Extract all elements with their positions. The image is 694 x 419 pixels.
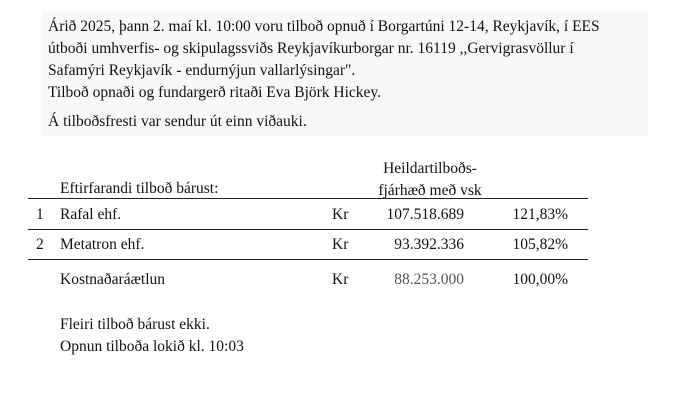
table-rule [28, 198, 588, 199]
bid-number: 2 [36, 236, 44, 253]
closing-line: Fleiri tilboð bárust ekki. [60, 316, 210, 333]
addendum-notice: Á tilboðsfresti var sendur út einn viðauki. [48, 113, 307, 130]
currency-label: Kr [332, 236, 349, 253]
table-row [28, 233, 588, 257]
intro-line: Tilboð opnaði og fundargerð ritaði Eva Björk Hickey. [48, 84, 382, 101]
intro-line: Safamýri Reykjavík - endurnýjun vallarlýsingar". [48, 62, 356, 79]
table-rule [28, 259, 588, 260]
bidder-name: Rafal ehf. [60, 206, 122, 223]
bid-amount: 107.518.689 [386, 206, 464, 223]
table-rule [28, 229, 588, 230]
intro-line: útboði umhverfis- og skipulagssviðs Reykjavíkurborgar nr. 16119 ,,Gervigrasvöllur í [48, 40, 574, 57]
amount-column-header [360, 158, 500, 202]
amount-header-line: Heildartilboðs- [383, 160, 477, 177]
bid-amount: 93.392.336 [394, 236, 464, 253]
table-row [28, 203, 588, 227]
bidder-name: Metatron ehf. [60, 236, 145, 253]
intro-line: Árið 2025, þann 2. maí kl. 10:00 voru tilboð opnuð í Borgartúni 12-14, Reykjavík, í EES [48, 18, 600, 35]
estimate-percent: 100,00% [512, 271, 568, 288]
currency-label: Kr [332, 206, 349, 223]
currency-label: Kr [332, 271, 349, 288]
amount-header-line: fjárhæð með vsk [378, 182, 482, 199]
bid-number: 1 [36, 206, 44, 223]
closing-notes [60, 314, 244, 358]
closing-line: Opnun tilboða lokið kl. 10:03 [60, 338, 244, 355]
bid-percent: 121,83% [512, 206, 568, 223]
intro-paragraph [48, 16, 648, 104]
estimate-label: Kostnaðaráætlun [60, 271, 166, 288]
estimate-row [28, 268, 588, 292]
bids-received-header: Eftirfarandi tilboð bárust: [60, 180, 219, 197]
bid-percent: 105,82% [512, 236, 568, 253]
estimate-amount: 88.253.000 [394, 271, 464, 288]
